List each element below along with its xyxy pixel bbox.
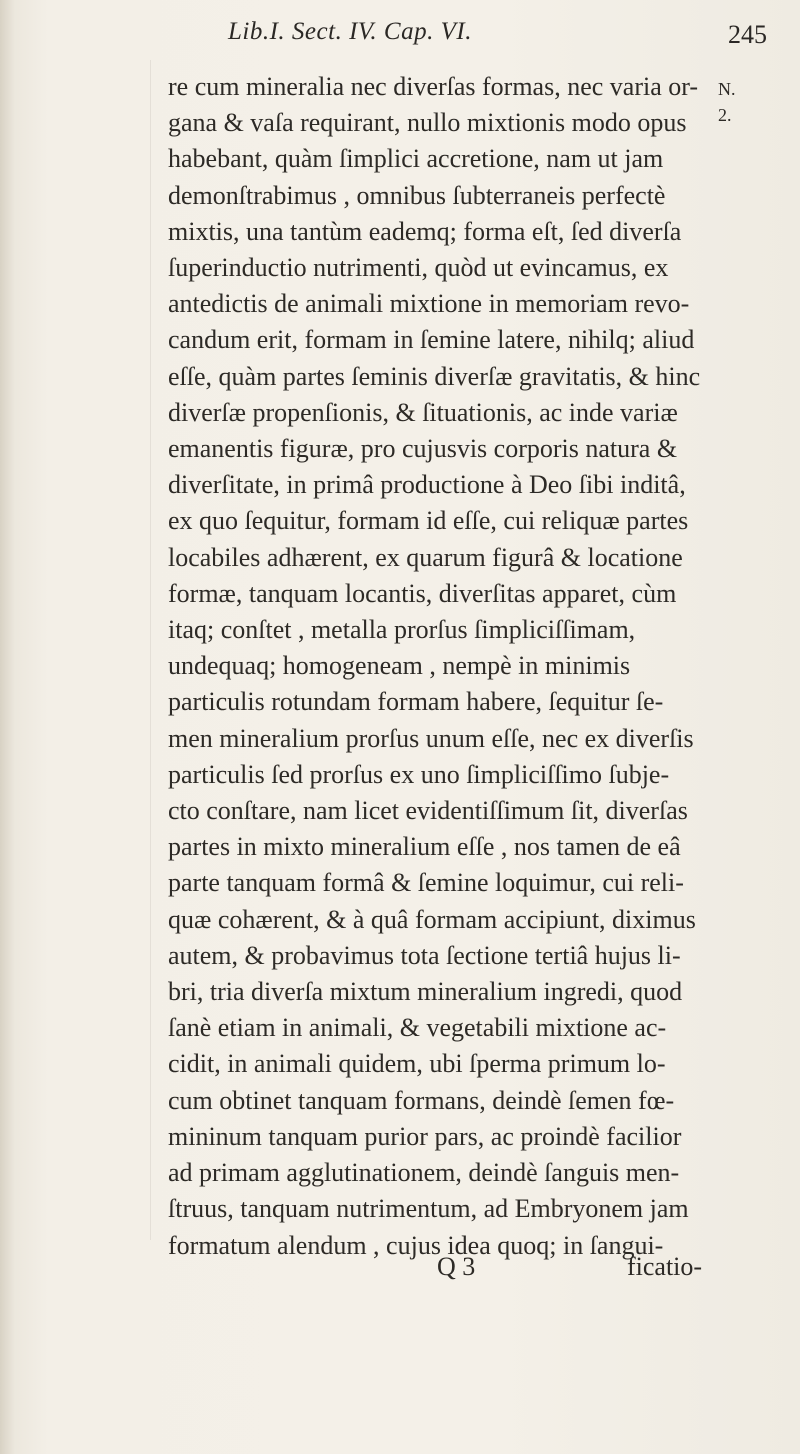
text-line: ad primam agglutinationem, deindè ſanguis men- xyxy=(168,1158,680,1188)
text-line: ſanè etiam in animali, & vegetabili mixtione ac- xyxy=(168,1013,667,1043)
text-line: emanentis figuræ, pro cujusvis corporis natura & xyxy=(168,434,678,464)
text-line: mininum tanquam purior pars, ac proindè facilior xyxy=(168,1121,682,1151)
text-block-shadow xyxy=(150,60,151,1240)
text-line: formatum alendum , cujus idea quoq; in ſangui- xyxy=(168,1230,664,1260)
catchword: ficatio- xyxy=(627,1252,703,1281)
text-line: cto conſtare, nam licet evidentiſſimum ſit, diverſas xyxy=(168,796,688,826)
text-line: undequaq; homogeneam , nempè in minimis xyxy=(168,651,631,681)
text-line: gana & vaſa requirant, nullo mixtionis modo opus xyxy=(168,108,687,138)
signature-mark: Q 3 xyxy=(437,1252,476,1281)
text-line: formæ, tanquam locantis, diverſitas apparet, cùm xyxy=(168,578,677,608)
text-line: autem, & probavimus tota ſectione tertiâ hujus li- xyxy=(168,940,681,970)
text-line: particulis ſed prorſus ex uno ſimpliciſſimo ſubje- xyxy=(168,759,670,789)
text-line: eſſe, quàm partes ſeminis diverſæ gravitatis, & hinc xyxy=(168,361,701,391)
margin-note-line: N. xyxy=(718,79,736,99)
running-head: Lib.I. Sect. IV. Cap. VI. xyxy=(228,18,472,45)
text-line: mixtis, una tantùm eademq; forma eſt, ſed diverſa xyxy=(168,216,682,246)
page-gutter xyxy=(0,0,14,1454)
text-line: antedictis de animali mixtione in memoriam revo- xyxy=(168,289,690,319)
margin-note xyxy=(718,76,736,128)
text-line: parte tanquam formâ & ſemine loquimur, cui reli- xyxy=(168,868,684,898)
text-line: cum obtinet tanquam formans, deindè ſemen fœ- xyxy=(168,1085,675,1115)
text-line: locabiles adhærent, ex quarum figurâ & locatione xyxy=(168,542,683,572)
text-line: candum erit, formam in ſemine latere, nihilq; aliud xyxy=(168,325,695,355)
text-line: demonſtrabimus , omnibus ſubterraneis perfectè xyxy=(168,180,666,210)
text-line: diverſitate, in primâ productione à Deo ſibi inditâ, xyxy=(168,470,686,500)
text-line: cidit, in animali quidem, ubi ſperma primum lo- xyxy=(168,1049,666,1079)
text-line: partes in mixto mineralium eſſe , nos tamen de eâ xyxy=(168,832,681,862)
text-line: ex quo ſequitur, formam id eſſe, cui reliquæ partes xyxy=(168,506,689,536)
body-text xyxy=(168,69,708,1264)
text-line: ſtruus, tanquam nutrimentum, ad Embryonem jam xyxy=(168,1194,689,1224)
text-line: men mineralium prorſus unum eſſe, nec ex diverſis xyxy=(168,723,694,753)
text-line: re cum mineralia nec diverſas formas, nec varia or- xyxy=(168,72,699,101)
text-line: habebant, quàm ſimplici accretione, nam ut jam xyxy=(168,144,664,174)
text-line: bri, tria diverſa mixtum mineralium ingredi, quod xyxy=(168,977,683,1007)
text-line: ſuperinductio nutrimenti, quòd ut evincamus, ex xyxy=(168,253,669,283)
margin-note-line: 2. xyxy=(718,105,732,125)
page-number: 245 xyxy=(728,20,767,49)
text-line: itaq; conſtet , metalla prorſus ſimpliciſſimam, xyxy=(168,615,636,645)
text-line: quæ cohærent, & à quâ formam accipiunt, diximus xyxy=(168,904,696,934)
text-line: particulis rotundam formam habere, ſequitur ſe- xyxy=(168,687,664,717)
text-line: diverſæ propenſionis, & ſituationis, ac inde variæ xyxy=(168,397,678,427)
